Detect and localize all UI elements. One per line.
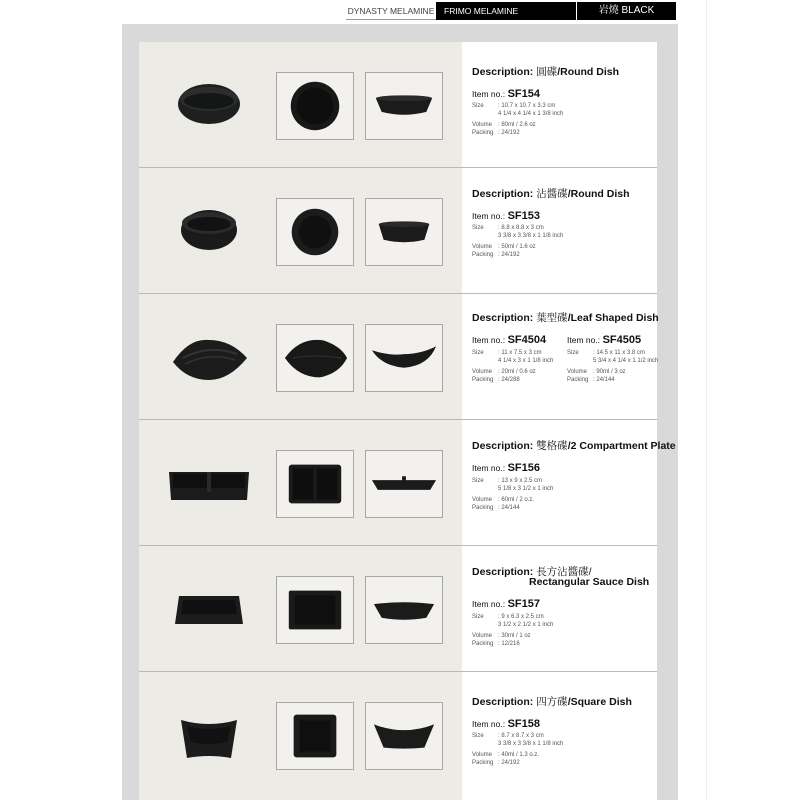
round-dish-photo-top [276, 72, 354, 140]
spec-block-sf4505: Size : 14.5 x 11 x 3.8 cm 5 3/4 x 4 1/4 x 1 1/2 inch Volume : 90ml / 3 oz Packing : 24/144 [567, 350, 659, 383]
product-row-sf156 [139, 420, 676, 546]
description: Description: 雙格碟/2 Compartment Plate [472, 440, 676, 452]
round-dish-photo-side [365, 72, 443, 140]
description-line-2: Rectangular Sauce Dish [529, 576, 650, 588]
compartment-plate-photo-angled [159, 444, 259, 522]
product-row-sf4504 [139, 294, 657, 420]
tab-black-copper[interactable]: 岩燒 BLACK [576, 2, 676, 20]
rect-sauce-dish-photo-angled [159, 570, 259, 648]
rect-sauce-dish-photo-side [365, 576, 443, 644]
leaf-dish-photo-side [365, 324, 443, 392]
product-row-sf154 [139, 42, 657, 168]
item-no: Item no.: SF157 [472, 598, 541, 610]
spec-block-sf4504: Size : 11 x 7.5 x 3 cm 4 1/4 x 3 x 1 1/8 inch Volume : 20ml / 0.6 oz Packing : 24/288 [472, 350, 554, 383]
description: Description: 長方沾醬碟/ [472, 566, 592, 578]
compartment-plate-photo-top [276, 450, 354, 518]
catalog-header [0, 0, 800, 22]
spec-block: Size : 10.7 x 10.7 x 3.3 cm 4 1/4 x 4 1/4 x 1 3/8 inch Volume : 80ml / 2.6 oz Packing : 24/192 [472, 103, 564, 136]
product-row-sf158 [139, 672, 657, 798]
item-no: Item no.: SF156 [472, 462, 541, 474]
round-dish-photo-angled [159, 66, 259, 144]
leaf-dish-photo-top [276, 324, 354, 392]
item-no: Item no.: SF154 [472, 88, 541, 100]
item-no-sf4505: Item no.: SF4505 [567, 334, 642, 346]
product-row-sf157 [139, 546, 657, 672]
product-row-sf153 [139, 168, 657, 294]
page-edge-line [706, 0, 707, 800]
square-dish-photo-angled [159, 696, 259, 774]
tab-frimo-melamine[interactable]: FRIMO MELAMINE [436, 2, 576, 20]
sauce-dish-photo-top [276, 198, 354, 266]
square-dish-photo-side [365, 702, 443, 770]
description: Description: 圓碟/Round Dish [472, 66, 620, 78]
sauce-dish-photo-angled [159, 192, 259, 270]
spec-block: Size : 8.8 x 8.8 x 3 cm 3 3/8 x 3 3/8 x 1 1/8 inch Volume : 50ml / 1.6 oz Packing : 24/192 [472, 225, 564, 258]
spec-block: Size : 9 x 6.3 x 2.5 cm 3 1/2 x 2 1/2 x 1 inch Volume : 30ml / 1 oz Packing : 12/216 [472, 614, 554, 647]
compartment-plate-photo-side [365, 450, 443, 518]
description: Description: 四方碟/Square Dish [472, 696, 632, 708]
rect-sauce-dish-photo-top [276, 576, 354, 644]
description: Description: 沾醬碟/Round Dish [472, 188, 630, 200]
tab-dynasty-melamine[interactable]: DYNASTY MELAMINE [346, 2, 436, 20]
sauce-dish-photo-side [365, 198, 443, 266]
description: Description: 葉型碟/Leaf Shaped Dish [472, 312, 659, 324]
item-no: Item no.: SF158 [472, 718, 541, 730]
item-no: Item no.: SF153 [472, 210, 541, 222]
spec-block: Size : 8.7 x 8.7 x 3 cm 3 3/8 x 3 3/8 x 1 1/8 inch Volume : 40ml / 1.3 o.z. Packing : 24/192 [472, 733, 564, 766]
spec-block: Size : 13 x 9 x 2.5 cm 5 1/8 x 3 1/2 x 1 inch Volume : 60ml / 2 o.z. Packing : 24/144 [472, 478, 554, 511]
square-dish-photo-top [276, 702, 354, 770]
item-no-sf4504: Item no.: SF4504 [472, 334, 547, 346]
leaf-dish-photo-angled [159, 318, 259, 396]
